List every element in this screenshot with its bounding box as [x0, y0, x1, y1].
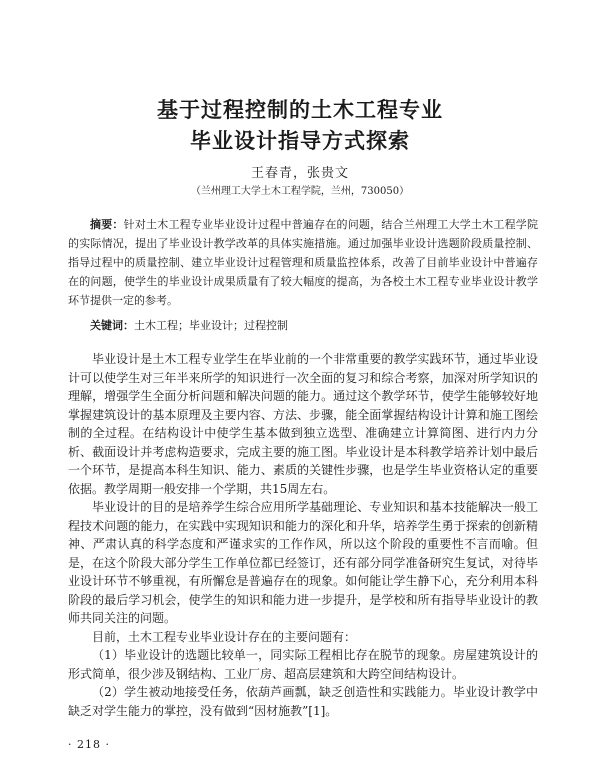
problem-list-item: （1）毕业设计的选题比较单一，同实际工程相比存在脱节的现象。房屋建筑设计的形式简单，很少涉及钢结构、工业厂房、超高层建筑和大跨空间结构设计。	[68, 648, 538, 681]
page-number: · 218 ·	[68, 738, 110, 751]
paper-title-line-2: 毕业设计指导方式探索	[190, 128, 410, 153]
paper-title-line-1: 基于过程控制的土木工程专业	[157, 97, 443, 122]
keywords-text: 土木工程；毕业设计；过程控制	[134, 319, 288, 332]
abstract-text: 针对土木工程专业毕业设计过程中普遍存在的问题，结合兰州理工大学土木工程学院的实际情况，提出了毕业设计教学改革的具体实施措施。通过加强毕业设计选题阶段质量控制、指导过程中的质量控制、建立毕业设计过程管理和质量监控体系，改善了目前毕业设计中普遍存在的问题，使学生的毕业设计成果质量有了较大幅度的提高，为各校土木工程专业毕业设计教学环节提供一定的参考。	[68, 218, 539, 307]
abstract	[68, 215, 538, 310]
abstract-label: 摘要：	[90, 218, 124, 231]
keywords	[90, 318, 538, 334]
keywords-label: 关键词：	[90, 319, 134, 332]
problem-list-item: （2）学生被动地接受任务，依葫芦画瓢，缺乏创造性和实践能力。毕业设计教学中缺乏对学生能力的掌控，没有做到“因材施教”[1]。	[68, 685, 538, 718]
body-paragraph: 毕业设计的目的是培养学生综合应用所学基础理论、专业知识和基本技能解决一般工程技术问题的能力，在实践中实现知识和能力的深化和升华，培养学生勇于探索的创新精神、严肃认真的科学态度和严谨求实的工作作风，所以这个阶段的重要性不言而喻。但是，在这个阶段大部分学生工作单位都已经签订，还有部分同学准备研究生复试，对待毕业设计环节不够重视，有所懈怠是普遍存在的现象。如何能让学生静下心，充分利用本科阶段的最后学习机会，使学生的知识和能力进一步提升，是学校和所有指导毕业设计的教师共同关注的问题。	[68, 500, 538, 625]
affiliation: （兰州理工大学土木工程学院，兰州，730050）	[190, 186, 410, 197]
authors: 王春青，张贵文	[250, 166, 349, 181]
body-paragraph: 毕业设计是土木工程专业学生在毕业前的一个非常重要的教学实践环节，通过毕业设计可以使学生对三年半来所学的知识进行一次全面的复习和综合考察，加深对所学知识的理解，增强学生全面分析问题和解决问题的能力。通过这个教学环节，使学生能够较好地掌握建筑设计的基本原理及主要内容、方法、步骤，能全面掌握结构设计计算和施工图绘制的全过程。在结构设计中使学生基本做到独立选型、准确建立计算简图、进行内力分析、截面设计并考虑构造要求，完成主要的施工图。毕业设计是本科教学培养计划中最后一个环节，是提高本科生知识、能力、素质的关键性步骤，也是学生毕业资格认定的重要依据。教学周期一般安排一个学期，共15周左右。	[68, 352, 538, 496]
body-text	[68, 350, 538, 720]
body-paragraph: 目前，土木工程专业毕业设计存在的主要问题有：	[92, 629, 357, 644]
